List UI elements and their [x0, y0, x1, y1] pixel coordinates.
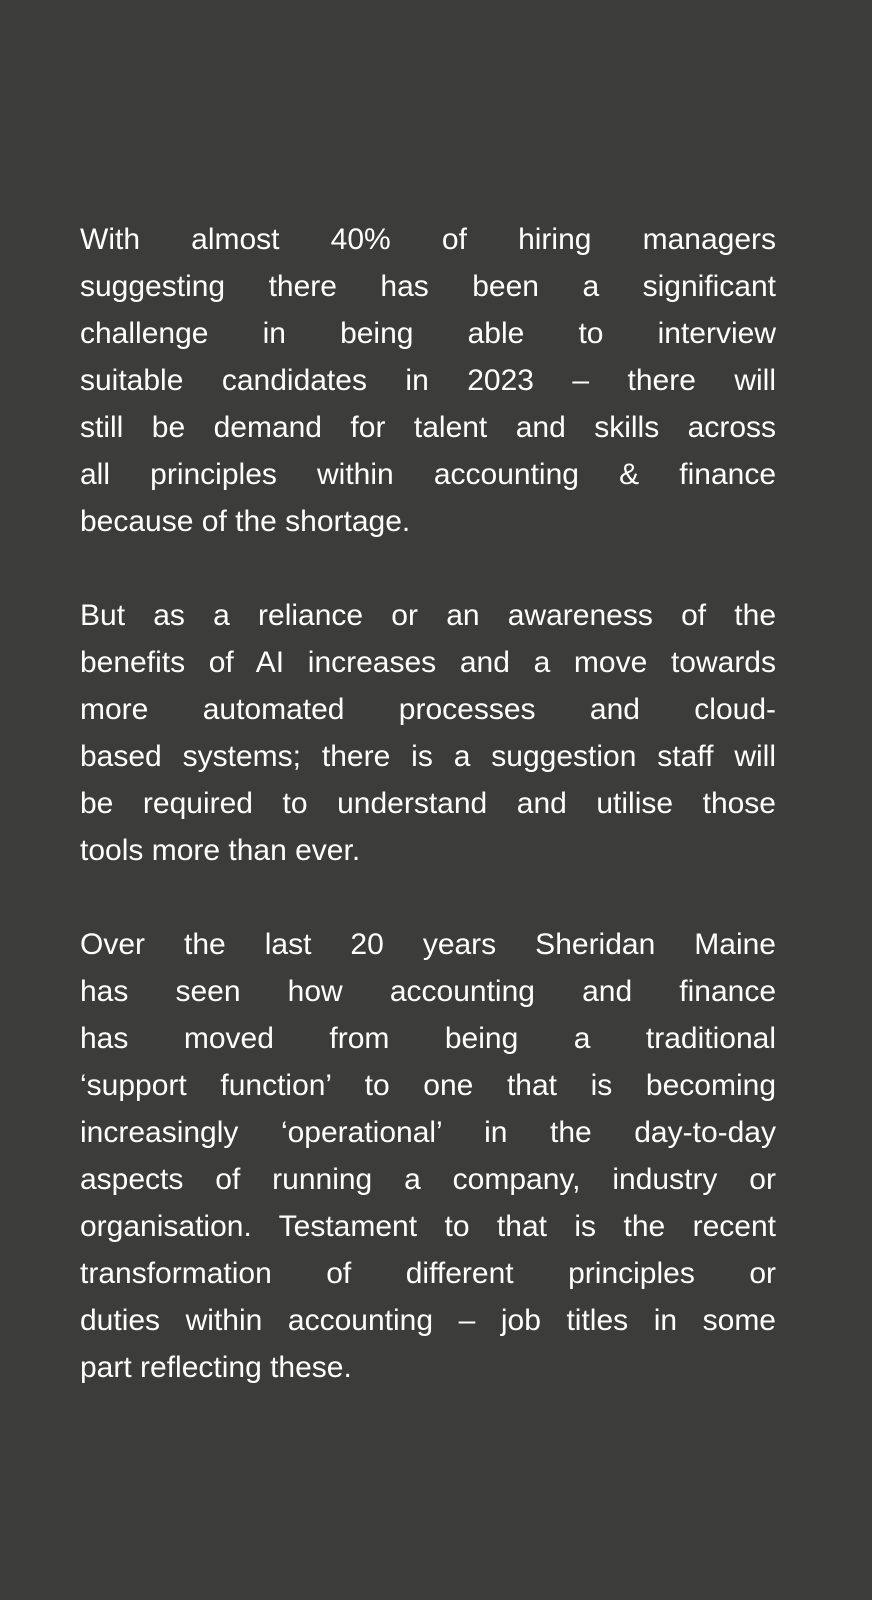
text-line: organisation. Testament to that is the recent — [80, 1210, 776, 1243]
text-line: all principles within accounting & finance — [80, 458, 776, 491]
text-line: transformation of different principles or — [80, 1257, 776, 1290]
text-line: suitable candidates in 2023 – there will — [80, 364, 776, 397]
text-line: But as a reliance or an awareness of the — [80, 599, 776, 632]
text-line: more automated processes and cloud- — [80, 693, 776, 726]
text-line: based systems; there is a suggestion staff will — [80, 740, 776, 773]
text-line: because of the shortage. — [80, 505, 411, 538]
text-line: With almost 40% of hiring managers — [80, 223, 776, 256]
text-line: has moved from being a traditional — [80, 1022, 776, 1055]
paragraph — [80, 592, 776, 874]
text-line: tools more than ever. — [80, 834, 361, 867]
text-line: Over the last 20 years Sheridan Maine — [80, 928, 776, 961]
text-line: still be demand for talent and skills across — [80, 411, 776, 444]
article-body — [80, 216, 776, 1438]
text-line: aspects of running a company, industry or — [80, 1163, 776, 1196]
text-line: has seen how accounting and finance — [80, 975, 776, 1008]
text-line: part reflecting these. — [80, 1351, 352, 1384]
text-line: duties within accounting – job titles in some — [80, 1304, 776, 1337]
text-line: increasingly ‘operational’ in the day-to-day — [80, 1116, 776, 1149]
text-line: benefits of AI increases and a move towards — [80, 646, 776, 679]
text-line: ‘support function’ to one that is becoming — [80, 1069, 776, 1102]
text-line: be required to understand and utilise those — [80, 787, 776, 820]
text-line: suggesting there has been a significant — [80, 270, 776, 303]
paragraph — [80, 216, 776, 545]
text-line: challenge in being able to interview — [80, 317, 776, 350]
paragraph — [80, 921, 776, 1391]
